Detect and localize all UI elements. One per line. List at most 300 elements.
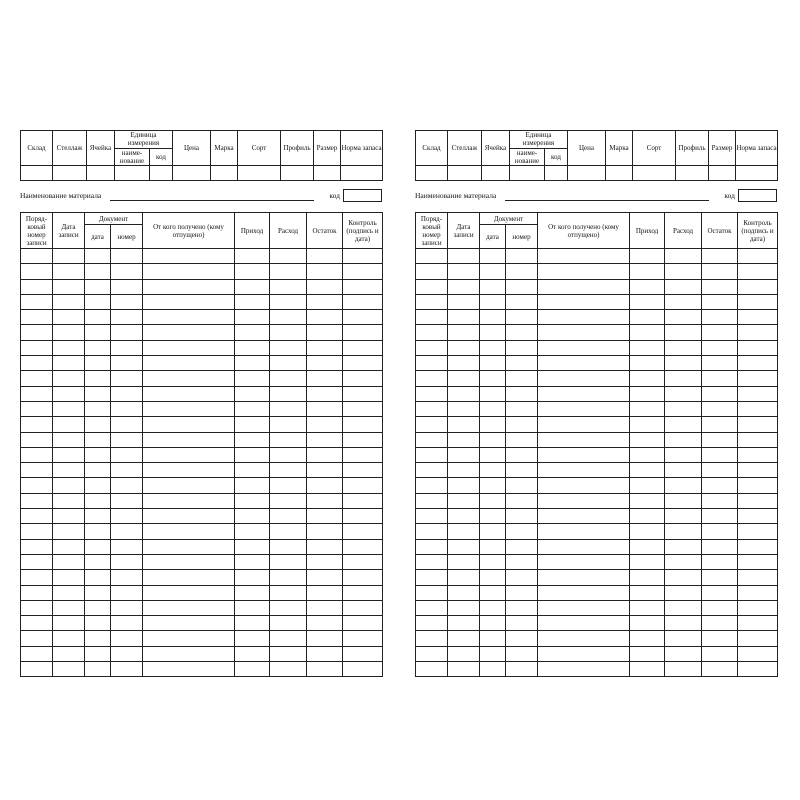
ledger-cell[interactable] — [665, 646, 702, 661]
ledger-cell[interactable] — [416, 585, 448, 600]
ledger-cell[interactable] — [665, 294, 702, 309]
ledger-cell[interactable] — [630, 539, 665, 554]
ledger-cell[interactable] — [506, 447, 538, 462]
ledger-cell[interactable] — [53, 340, 85, 355]
ledger-cell[interactable] — [506, 631, 538, 646]
ledger-cell[interactable] — [738, 294, 778, 309]
ledger-cell[interactable] — [448, 264, 480, 279]
ledger-cell[interactable] — [270, 310, 307, 325]
ledger-cell[interactable] — [85, 325, 111, 340]
ledger-cell[interactable] — [506, 279, 538, 294]
ledger-cell[interactable] — [143, 585, 235, 600]
ledger-cell[interactable] — [343, 340, 383, 355]
ledger-cell[interactable] — [53, 447, 85, 462]
ledger-cell[interactable] — [448, 325, 480, 340]
ledger-cell[interactable] — [21, 631, 53, 646]
ledger-cell[interactable] — [307, 356, 343, 371]
ledger-cell[interactable] — [85, 585, 111, 600]
ledger-cell[interactable] — [307, 386, 343, 401]
ledger-cell[interactable] — [343, 447, 383, 462]
ledger-cell[interactable] — [665, 509, 702, 524]
ledger-cell[interactable] — [416, 386, 448, 401]
ledger-cell[interactable] — [448, 524, 480, 539]
ledger-cell[interactable] — [343, 294, 383, 309]
ledger-cell[interactable] — [343, 432, 383, 447]
ledger-cell[interactable] — [416, 325, 448, 340]
ledger-cell[interactable] — [53, 249, 85, 264]
ledger-cell[interactable] — [111, 539, 143, 554]
ledger-cell[interactable] — [85, 371, 111, 386]
ledger-cell[interactable] — [307, 401, 343, 416]
ledger-cell[interactable] — [270, 570, 307, 585]
ledger-cell[interactable] — [738, 554, 778, 569]
ledger-cell[interactable] — [85, 356, 111, 371]
ledger-cell[interactable] — [21, 325, 53, 340]
ledger-cell[interactable] — [630, 493, 665, 508]
ledger-cell[interactable] — [343, 524, 383, 539]
ledger-cell[interactable] — [702, 616, 738, 631]
material-name-field[interactable] — [110, 200, 314, 201]
ledger-cell[interactable] — [343, 463, 383, 478]
ledger-cell[interactable] — [53, 356, 85, 371]
ledger-cell[interactable] — [416, 493, 448, 508]
ledger-cell[interactable] — [448, 279, 480, 294]
ledger-cell[interactable] — [416, 356, 448, 371]
ledger-cell[interactable] — [480, 371, 506, 386]
ledger-cell[interactable] — [307, 539, 343, 554]
ledger-cell[interactable] — [416, 249, 448, 264]
ledger-cell[interactable] — [21, 340, 53, 355]
ledger-cell[interactable] — [665, 447, 702, 462]
ledger-cell[interactable] — [85, 616, 111, 631]
ledger-cell[interactable] — [21, 585, 53, 600]
ledger-cell[interactable] — [506, 478, 538, 493]
ledger-cell[interactable] — [143, 264, 235, 279]
ledger-cell[interactable] — [506, 264, 538, 279]
ledger-cell[interactable] — [630, 585, 665, 600]
ledger-cell[interactable] — [702, 570, 738, 585]
ledger-cell[interactable] — [21, 401, 53, 416]
ledger-cell[interactable] — [235, 417, 270, 432]
ledger-cell[interactable] — [270, 432, 307, 447]
ledger-cell[interactable] — [538, 570, 630, 585]
ledger-cell[interactable] — [53, 524, 85, 539]
ledger-cell[interactable] — [448, 493, 480, 508]
ledger-cell[interactable] — [143, 249, 235, 264]
ledger-cell[interactable] — [665, 264, 702, 279]
ledger-cell[interactable] — [480, 279, 506, 294]
ledger-cell[interactable] — [480, 616, 506, 631]
ledger-cell[interactable] — [480, 417, 506, 432]
ledger-cell[interactable] — [53, 310, 85, 325]
ledger-cell[interactable] — [85, 570, 111, 585]
ledger-cell[interactable] — [448, 570, 480, 585]
ledger-cell[interactable] — [416, 524, 448, 539]
ledger-cell[interactable] — [702, 386, 738, 401]
ledger-cell[interactable] — [143, 417, 235, 432]
ledger-cell[interactable] — [111, 600, 143, 615]
ledger-cell[interactable] — [53, 386, 85, 401]
ledger-cell[interactable] — [53, 294, 85, 309]
ledger-cell[interactable] — [235, 371, 270, 386]
ledger-cell[interactable] — [143, 371, 235, 386]
ledger-cell[interactable] — [448, 294, 480, 309]
ledger-cell[interactable] — [665, 631, 702, 646]
ledger-cell[interactable] — [702, 524, 738, 539]
ledger-cell[interactable] — [143, 554, 235, 569]
ledger-cell[interactable] — [21, 447, 53, 462]
ledger-cell[interactable] — [538, 264, 630, 279]
ledger-cell[interactable] — [307, 340, 343, 355]
ledger-cell[interactable] — [143, 401, 235, 416]
ledger-cell[interactable] — [143, 279, 235, 294]
ledger-cell[interactable] — [738, 570, 778, 585]
ledger-cell[interactable] — [111, 509, 143, 524]
ledger-cell[interactable] — [702, 371, 738, 386]
ledger-cell[interactable] — [665, 386, 702, 401]
ledger-cell[interactable] — [665, 524, 702, 539]
ledger-cell[interactable] — [448, 509, 480, 524]
ledger-cell[interactable] — [307, 447, 343, 462]
ledger-cell[interactable] — [270, 616, 307, 631]
ledger-cell[interactable] — [538, 463, 630, 478]
ledger-cell[interactable] — [85, 447, 111, 462]
ledger-cell[interactable] — [538, 325, 630, 340]
ledger-cell[interactable] — [448, 478, 480, 493]
ledger-cell[interactable] — [630, 325, 665, 340]
ledger-cell[interactable] — [21, 386, 53, 401]
ledger-cell[interactable] — [630, 646, 665, 661]
ledger-cell[interactable] — [506, 493, 538, 508]
ledger-cell[interactable] — [343, 279, 383, 294]
ledger-cell[interactable] — [738, 478, 778, 493]
ledger-cell[interactable] — [143, 463, 235, 478]
ledger-cell[interactable] — [111, 264, 143, 279]
ledger-cell[interactable] — [307, 417, 343, 432]
ledger-cell[interactable] — [506, 356, 538, 371]
ledger-cell[interactable] — [538, 493, 630, 508]
ledger-cell[interactable] — [448, 356, 480, 371]
ledger-cell[interactable] — [665, 249, 702, 264]
ledger-cell[interactable] — [307, 294, 343, 309]
ledger-cell[interactable] — [307, 662, 343, 677]
ledger-cell[interactable] — [21, 662, 53, 677]
ledger-cell[interactable] — [270, 662, 307, 677]
ledger-cell[interactable] — [630, 310, 665, 325]
ledger-cell[interactable] — [53, 279, 85, 294]
ledger-cell[interactable] — [665, 279, 702, 294]
ledger-cell[interactable] — [480, 539, 506, 554]
ledger-cell[interactable] — [111, 646, 143, 661]
ledger-cell[interactable] — [738, 310, 778, 325]
ledger-cell[interactable] — [480, 524, 506, 539]
ledger-cell[interactable] — [480, 493, 506, 508]
ledger-cell[interactable] — [480, 554, 506, 569]
ledger-cell[interactable] — [448, 616, 480, 631]
ledger-cell[interactable] — [111, 524, 143, 539]
ledger-cell[interactable] — [307, 310, 343, 325]
ledger-cell[interactable] — [480, 356, 506, 371]
ledger-cell[interactable] — [307, 325, 343, 340]
ledger-cell[interactable] — [53, 570, 85, 585]
material-name-field[interactable] — [505, 200, 709, 201]
ledger-cell[interactable] — [665, 340, 702, 355]
ledger-cell[interactable] — [343, 509, 383, 524]
ledger-cell[interactable] — [630, 432, 665, 447]
ledger-cell[interactable] — [53, 325, 85, 340]
ledger-cell[interactable] — [307, 432, 343, 447]
ledger-cell[interactable] — [21, 279, 53, 294]
ledger-cell[interactable] — [448, 600, 480, 615]
ledger-cell[interactable] — [21, 356, 53, 371]
ledger-cell[interactable] — [630, 662, 665, 677]
ledger-cell[interactable] — [702, 447, 738, 462]
ledger-cell[interactable] — [630, 570, 665, 585]
ledger-cell[interactable] — [738, 325, 778, 340]
ledger-cell[interactable] — [480, 401, 506, 416]
ledger-cell[interactable] — [665, 401, 702, 416]
ledger-cell[interactable] — [235, 478, 270, 493]
ledger-cell[interactable] — [235, 340, 270, 355]
ledger-cell[interactable] — [538, 356, 630, 371]
ledger-cell[interactable] — [85, 478, 111, 493]
ledger-cell[interactable] — [416, 554, 448, 569]
ledger-cell[interactable] — [738, 386, 778, 401]
ledger-cell[interactable] — [665, 356, 702, 371]
ledger-cell[interactable] — [480, 478, 506, 493]
ledger-cell[interactable] — [235, 386, 270, 401]
ledger-cell[interactable] — [143, 616, 235, 631]
ledger-cell[interactable] — [343, 616, 383, 631]
ledger-cell[interactable] — [111, 585, 143, 600]
ledger-cell[interactable] — [53, 417, 85, 432]
ledger-cell[interactable] — [53, 432, 85, 447]
ledger-cell[interactable] — [448, 554, 480, 569]
ledger-cell[interactable] — [506, 432, 538, 447]
ledger-cell[interactable] — [143, 386, 235, 401]
ledger-cell[interactable] — [538, 371, 630, 386]
ledger-cell[interactable] — [480, 310, 506, 325]
ledger-cell[interactable] — [235, 463, 270, 478]
ledger-cell[interactable] — [21, 432, 53, 447]
ledger-cell[interactable] — [111, 570, 143, 585]
ledger-cell[interactable] — [630, 478, 665, 493]
ledger-cell[interactable] — [630, 554, 665, 569]
ledger-cell[interactable] — [111, 631, 143, 646]
ledger-cell[interactable] — [270, 554, 307, 569]
ledger-cell[interactable] — [85, 294, 111, 309]
ledger-cell[interactable] — [85, 646, 111, 661]
ledger-cell[interactable] — [738, 279, 778, 294]
ledger-cell[interactable] — [307, 585, 343, 600]
ledger-cell[interactable] — [21, 493, 53, 508]
ledger-cell[interactable] — [506, 570, 538, 585]
ledger-cell[interactable] — [448, 386, 480, 401]
ledger-cell[interactable] — [343, 356, 383, 371]
ledger-cell[interactable] — [235, 447, 270, 462]
ledger-cell[interactable] — [506, 646, 538, 661]
ledger-cell[interactable] — [235, 616, 270, 631]
ledger-cell[interactable] — [416, 279, 448, 294]
ledger-cell[interactable] — [307, 600, 343, 615]
ledger-cell[interactable] — [538, 386, 630, 401]
ledger-cell[interactable] — [630, 279, 665, 294]
ledger-cell[interactable] — [235, 401, 270, 416]
ledger-cell[interactable] — [702, 401, 738, 416]
ledger-cell[interactable] — [143, 294, 235, 309]
ledger-cell[interactable] — [53, 662, 85, 677]
ledger-cell[interactable] — [738, 616, 778, 631]
ledger-cell[interactable] — [738, 401, 778, 416]
ledger-cell[interactable] — [738, 356, 778, 371]
ledger-cell[interactable] — [506, 539, 538, 554]
ledger-cell[interactable] — [416, 509, 448, 524]
ledger-cell[interactable] — [480, 432, 506, 447]
ledger-cell[interactable] — [111, 310, 143, 325]
ledger-cell[interactable] — [270, 646, 307, 661]
ledger-cell[interactable] — [448, 447, 480, 462]
ledger-cell[interactable] — [21, 570, 53, 585]
ledger-cell[interactable] — [85, 509, 111, 524]
ledger-cell[interactable] — [416, 600, 448, 615]
ledger-cell[interactable] — [85, 493, 111, 508]
ledger-cell[interactable] — [506, 585, 538, 600]
ledger-cell[interactable] — [53, 478, 85, 493]
ledger-cell[interactable] — [480, 264, 506, 279]
ledger-cell[interactable] — [270, 524, 307, 539]
ledger-cell[interactable] — [506, 509, 538, 524]
ledger-cell[interactable] — [702, 279, 738, 294]
ledger-cell[interactable] — [143, 478, 235, 493]
ledger-cell[interactable] — [630, 631, 665, 646]
ledger-cell[interactable] — [506, 310, 538, 325]
ledger-cell[interactable] — [21, 539, 53, 554]
ledger-cell[interactable] — [85, 631, 111, 646]
ledger-cell[interactable] — [21, 646, 53, 661]
ledger-cell[interactable] — [85, 524, 111, 539]
ledger-cell[interactable] — [111, 432, 143, 447]
ledger-cell[interactable] — [665, 325, 702, 340]
ledger-cell[interactable] — [738, 585, 778, 600]
ledger-cell[interactable] — [630, 401, 665, 416]
ledger-cell[interactable] — [111, 340, 143, 355]
ledger-cell[interactable] — [702, 600, 738, 615]
ledger-cell[interactable] — [270, 463, 307, 478]
ledger-cell[interactable] — [506, 325, 538, 340]
ledger-cell[interactable] — [702, 264, 738, 279]
ledger-cell[interactable] — [538, 340, 630, 355]
ledger-cell[interactable] — [235, 325, 270, 340]
ledger-cell[interactable] — [21, 478, 53, 493]
ledger-cell[interactable] — [143, 631, 235, 646]
ledger-cell[interactable] — [307, 631, 343, 646]
ledger-cell[interactable] — [270, 279, 307, 294]
ledger-cell[interactable] — [738, 493, 778, 508]
ledger-cell[interactable] — [307, 509, 343, 524]
ledger-cell[interactable] — [702, 662, 738, 677]
ledger-cell[interactable] — [143, 524, 235, 539]
ledger-cell[interactable] — [665, 600, 702, 615]
ledger-cell[interactable] — [53, 554, 85, 569]
ledger-cell[interactable] — [630, 340, 665, 355]
ledger-cell[interactable] — [235, 631, 270, 646]
ledger-cell[interactable] — [738, 432, 778, 447]
ledger-cell[interactable] — [235, 646, 270, 661]
ledger-cell[interactable] — [702, 356, 738, 371]
ledger-cell[interactable] — [738, 340, 778, 355]
ledger-cell[interactable] — [85, 463, 111, 478]
ledger-cell[interactable] — [111, 554, 143, 569]
ledger-cell[interactable] — [235, 294, 270, 309]
ledger-cell[interactable] — [702, 646, 738, 661]
ledger-cell[interactable] — [702, 310, 738, 325]
ledger-cell[interactable] — [343, 585, 383, 600]
ledger-cell[interactable] — [665, 570, 702, 585]
ledger-cell[interactable] — [538, 539, 630, 554]
ledger-cell[interactable] — [270, 401, 307, 416]
ledger-cell[interactable] — [702, 493, 738, 508]
ledger-cell[interactable] — [416, 310, 448, 325]
ledger-cell[interactable] — [538, 646, 630, 661]
ledger-cell[interactable] — [538, 249, 630, 264]
ledger-cell[interactable] — [235, 493, 270, 508]
ledger-cell[interactable] — [448, 401, 480, 416]
ledger-cell[interactable] — [506, 662, 538, 677]
ledger-cell[interactable] — [738, 417, 778, 432]
ledger-cell[interactable] — [630, 447, 665, 462]
ledger-cell[interactable] — [143, 447, 235, 462]
ledger-cell[interactable] — [630, 616, 665, 631]
ledger-cell[interactable] — [416, 631, 448, 646]
ledger-cell[interactable] — [111, 401, 143, 416]
ledger-cell[interactable] — [506, 417, 538, 432]
ledger-cell[interactable] — [416, 570, 448, 585]
ledger-cell[interactable] — [111, 249, 143, 264]
ledger-cell[interactable] — [448, 539, 480, 554]
ledger-cell[interactable] — [506, 600, 538, 615]
ledger-cell[interactable] — [270, 493, 307, 508]
ledger-cell[interactable] — [85, 539, 111, 554]
ledger-cell[interactable] — [270, 325, 307, 340]
ledger-cell[interactable] — [21, 600, 53, 615]
ledger-cell[interactable] — [416, 646, 448, 661]
ledger-cell[interactable] — [143, 539, 235, 554]
ledger-cell[interactable] — [630, 417, 665, 432]
ledger-cell[interactable] — [343, 646, 383, 661]
ledger-cell[interactable] — [416, 463, 448, 478]
ledger-cell[interactable] — [702, 509, 738, 524]
ledger-cell[interactable] — [235, 600, 270, 615]
ledger-cell[interactable] — [480, 585, 506, 600]
ledger-cell[interactable] — [53, 493, 85, 508]
ledger-cell[interactable] — [448, 249, 480, 264]
code-box[interactable] — [738, 189, 777, 202]
ledger-cell[interactable] — [416, 447, 448, 462]
ledger-cell[interactable] — [307, 264, 343, 279]
ledger-cell[interactable] — [111, 463, 143, 478]
ledger-cell[interactable] — [235, 554, 270, 569]
ledger-cell[interactable] — [630, 294, 665, 309]
ledger-cell[interactable] — [85, 432, 111, 447]
ledger-cell[interactable] — [85, 386, 111, 401]
ledger-cell[interactable] — [307, 524, 343, 539]
ledger-cell[interactable] — [85, 264, 111, 279]
ledger-cell[interactable] — [665, 493, 702, 508]
ledger-cell[interactable] — [702, 340, 738, 355]
ledger-cell[interactable] — [21, 616, 53, 631]
ledger-cell[interactable] — [538, 447, 630, 462]
ledger-cell[interactable] — [702, 294, 738, 309]
